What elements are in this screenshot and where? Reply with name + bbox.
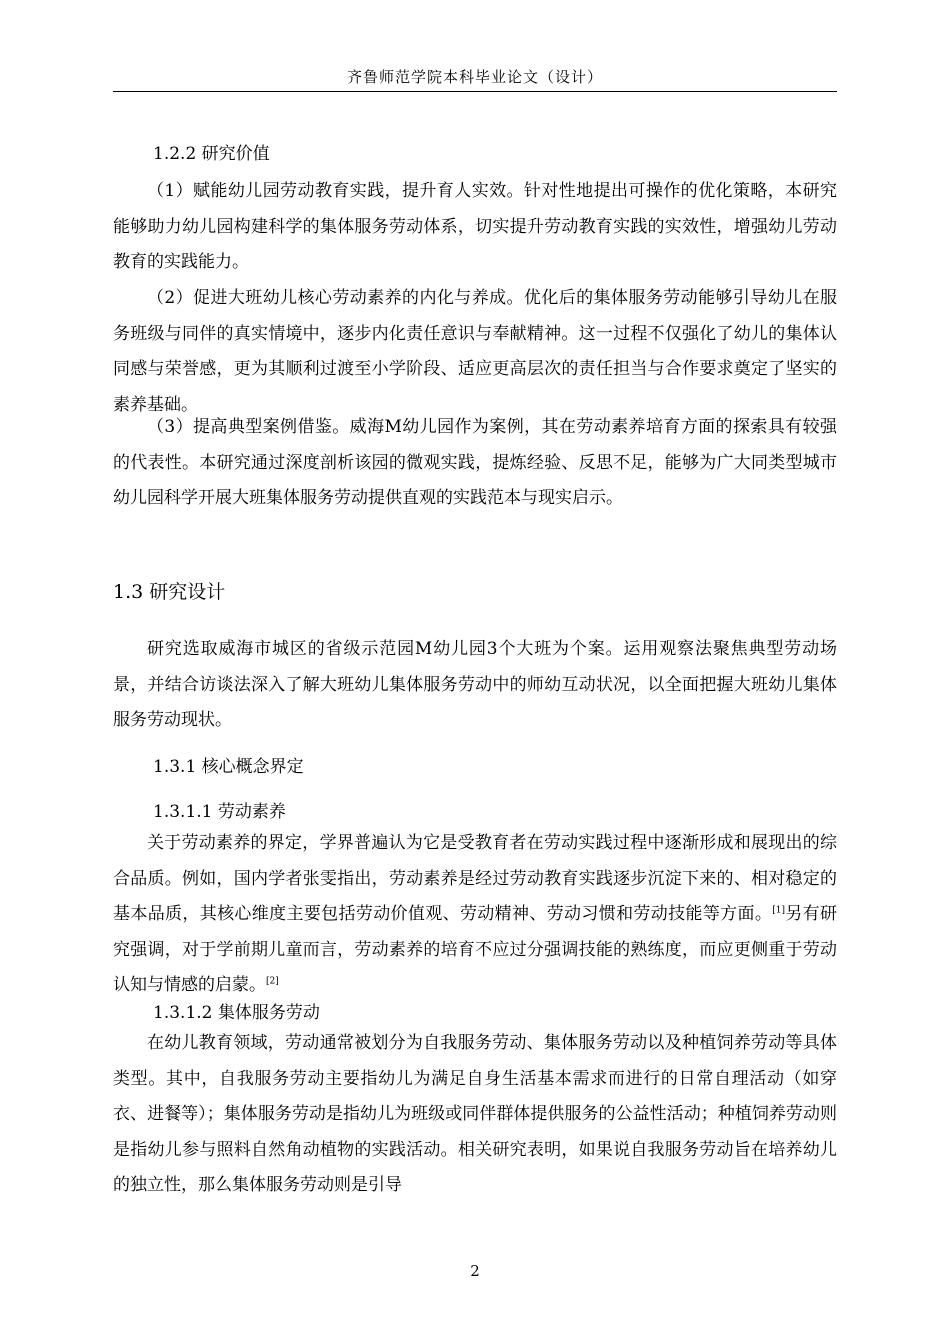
- citation-2: [2]: [266, 976, 279, 987]
- paragraph-value-2: （2）促进大班幼儿核心劳动素养的内化与养成。优化后的集体服务劳动能够引导幼儿在服务班级与同伴的真实情境中，逐步内化责任意识与奉献精神。这一过程不仅强化了幼儿的集体认同感与荣誉感，更为其顺利过渡至小学阶段、适应更高层次的责任担当与合作要求奠定了坚实的素养基础。: [113, 288, 837, 415]
- running-header: 齐鲁师范学院本科毕业论文（设计）: [346, 68, 603, 86]
- section-heading-1-3-1: 1.3.1 核心概念界定: [153, 757, 304, 777]
- section-heading-1-2-2: 1.2.2 研究价值: [153, 144, 270, 164]
- paragraph-text-b: 另有研究强调，对于学前期儿童而言，劳动素养的培育不应过分强调技能的熟练度，而应更侧重于劳动认知与情感的启蒙。: [113, 904, 838, 995]
- paragraph-collective-service: 在幼儿教育领域，劳动通常被划分为自我服务劳动、集体服务劳动以及种植饲养劳动等具体类型。其中，自我服务劳动主要指幼儿为满足自身生活基本需求而进行的日常自理活动（如穿衣、进餐等）；集体服务劳动是指幼儿为班级或同伴群体提供服务的公益性活动；种植饲养劳动则是指幼儿参与照料自然角动植物的实践活动。相关研究表明，如果说自我服务劳动旨在培养幼儿的独立性，那么集体服务劳动则是引导: [113, 1033, 837, 1195]
- paragraph-labor-literacy: [113, 826, 837, 1004]
- paragraph-value-3: （3）提高典型案例借鉴。威海M幼儿园作为案例，其在劳动素养培育方面的探索具有较强的代表性。本研究通过深度剖析该园的微观实践，提炼经验、反思不足，能够为广大同类型城市幼儿园科学开展大班集体服务劳动提供直观的实践范本与现实启示。: [113, 417, 837, 508]
- paragraph-research-design: 研究选取威海市城区的省级示范园M幼儿园3个大班为个案。运用观察法聚焦典型劳动场景，并结合访谈法深入了解大班幼儿集体服务劳动中的师幼互动状况，以全面把握大班幼儿集体服务劳动现状。: [113, 639, 837, 730]
- paragraph-value-1: （1）赋能幼儿园劳动教育实践，提升育人实效。针对性地提出可操作的优化策略，本研究能够助力幼儿园构建科学的集体服务劳动体系，切实提升劳动教育实践的实效性，增强幼儿劳动教育的实践能力。: [113, 181, 837, 272]
- page-number: 2: [470, 1262, 480, 1280]
- citation-1: [1]: [772, 905, 785, 916]
- section-heading-1-3: 1.3 研究设计: [113, 581, 226, 603]
- paragraph-text-a: 关于劳动素养的界定，学界普遍认为它是受教育者在劳动实践过程中逐渐形成和展现出的综合品质。例如，国内学者张雯指出，劳动素养是经过劳动教育实践逐步沉淀下来的、相对稳定的基本品质，其核心维度主要包括劳动价值观、劳动精神、劳动习惯和劳动技能等方面。: [113, 833, 837, 924]
- section-heading-1-3-1-1: 1.3.1.1 劳动素养: [153, 802, 286, 822]
- section-heading-1-3-1-2: 1.3.1.2 集体服务劳动: [153, 1003, 320, 1023]
- header-rule: [113, 91, 837, 92]
